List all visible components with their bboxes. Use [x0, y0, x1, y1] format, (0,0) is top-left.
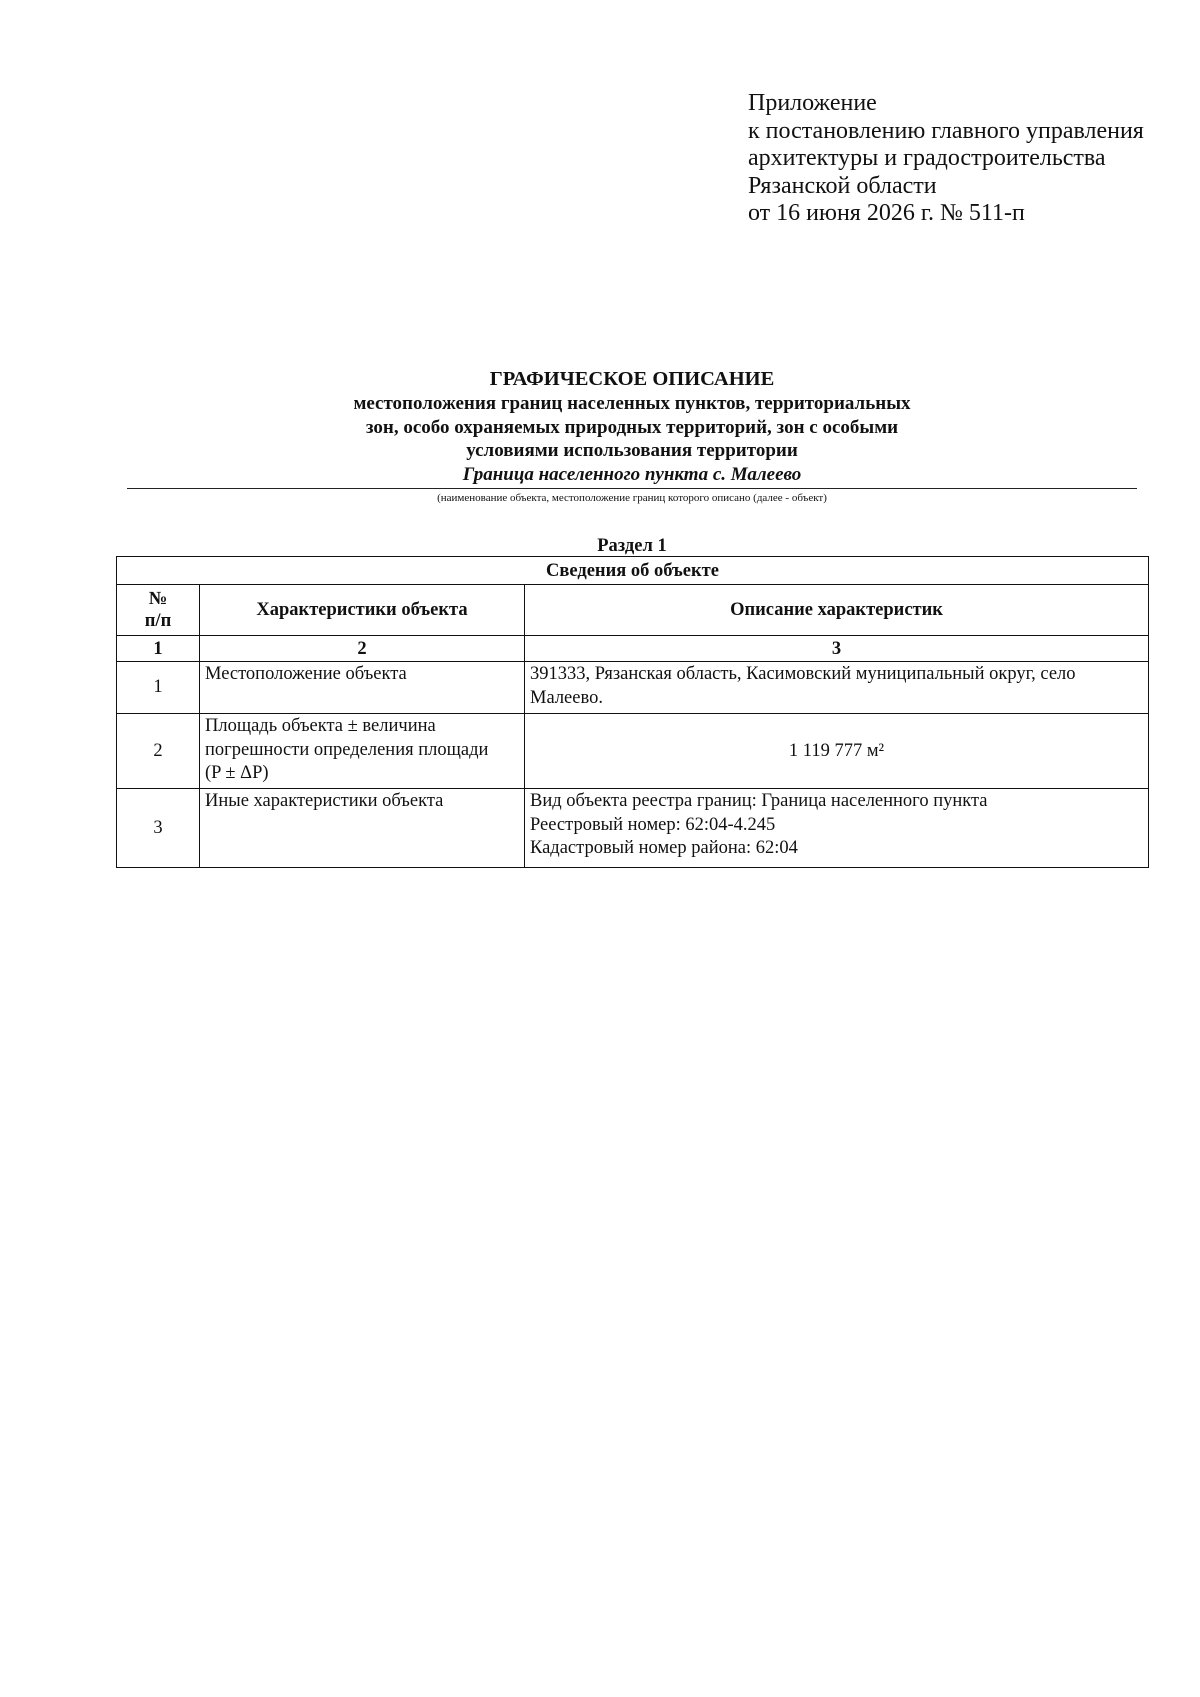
table-row — [117, 789, 1149, 868]
attachment-line: от 16 июня 2026 г. № 511-п — [748, 200, 1025, 226]
characteristic-line: Площадь объекта ± величина — [205, 716, 436, 736]
table-header-row — [117, 585, 1149, 636]
attachment-line: архитектуры и градостроительства — [748, 145, 1106, 171]
section-label: Раздел 1 — [597, 536, 667, 556]
table-caption-row — [117, 557, 1149, 585]
document-title: ГРАФИЧЕСКОЕ ОПИСАНИЕ — [489, 368, 775, 390]
header-description: Описание характеристик — [525, 585, 1149, 636]
attachment-line: Приложение — [748, 90, 877, 116]
header-number-line: № — [148, 589, 168, 609]
row-characteristic: Иные характеристики объекта — [200, 789, 525, 868]
row-description: 1 119 777 м² — [525, 714, 1149, 789]
table-row — [117, 714, 1149, 789]
attachment-line: Рязанской области — [748, 172, 937, 199]
column-number: 3 — [525, 636, 1149, 662]
title-block — [127, 367, 1137, 505]
row-number: 1 — [117, 662, 200, 714]
attachment-line: к постановлению главного управления — [748, 117, 1144, 144]
row-characteristic — [200, 714, 525, 789]
object-name-underline — [127, 488, 1137, 489]
row-description — [525, 662, 1149, 714]
document-subtitle-line: местоположения границ населенных пунктов, территориальных — [353, 393, 911, 414]
object-info-table — [116, 556, 1149, 868]
column-number: 1 — [117, 636, 200, 662]
object-name: Граница населенного пункта с. Малеево — [462, 463, 802, 485]
row-number: 3 — [117, 789, 200, 868]
table-row — [117, 662, 1149, 714]
column-number: 2 — [200, 636, 525, 662]
description-line: Вид объекта реестра границ: Граница населенного пункта — [530, 791, 988, 811]
description-line: Кадастровый номер района: 62:04 — [530, 838, 798, 858]
attachment-header — [748, 90, 1168, 228]
description-line: Малеево. — [530, 687, 603, 708]
header-number — [117, 585, 200, 636]
description-line: Реестровый номер: 62:04-4.245 — [530, 814, 776, 835]
column-number-row — [117, 636, 1149, 662]
row-characteristic: Местоположение объекта — [200, 662, 525, 714]
object-name-caption: (наименование объекта, местоположение границ которого описано (далее - объект) — [437, 491, 827, 504]
description-line: 391333, Рязанская область, Касимовский муниципальный округ, село — [530, 664, 1076, 684]
characteristic-line: (P ± ΔP) — [205, 763, 269, 783]
row-number: 2 — [117, 714, 200, 789]
header-number-line: п/п — [144, 611, 172, 631]
characteristic-line: погрешности определения площади — [205, 739, 489, 760]
document-subtitle-line: зон, особо охраняемых природных территорий, зон с особыми — [365, 416, 899, 438]
table-caption: Сведения об объекте — [117, 557, 1149, 585]
document-subtitle-line: условиями использования территории — [466, 440, 798, 461]
row-description — [525, 789, 1149, 868]
header-characteristic: Характеристики объекта — [200, 585, 525, 636]
